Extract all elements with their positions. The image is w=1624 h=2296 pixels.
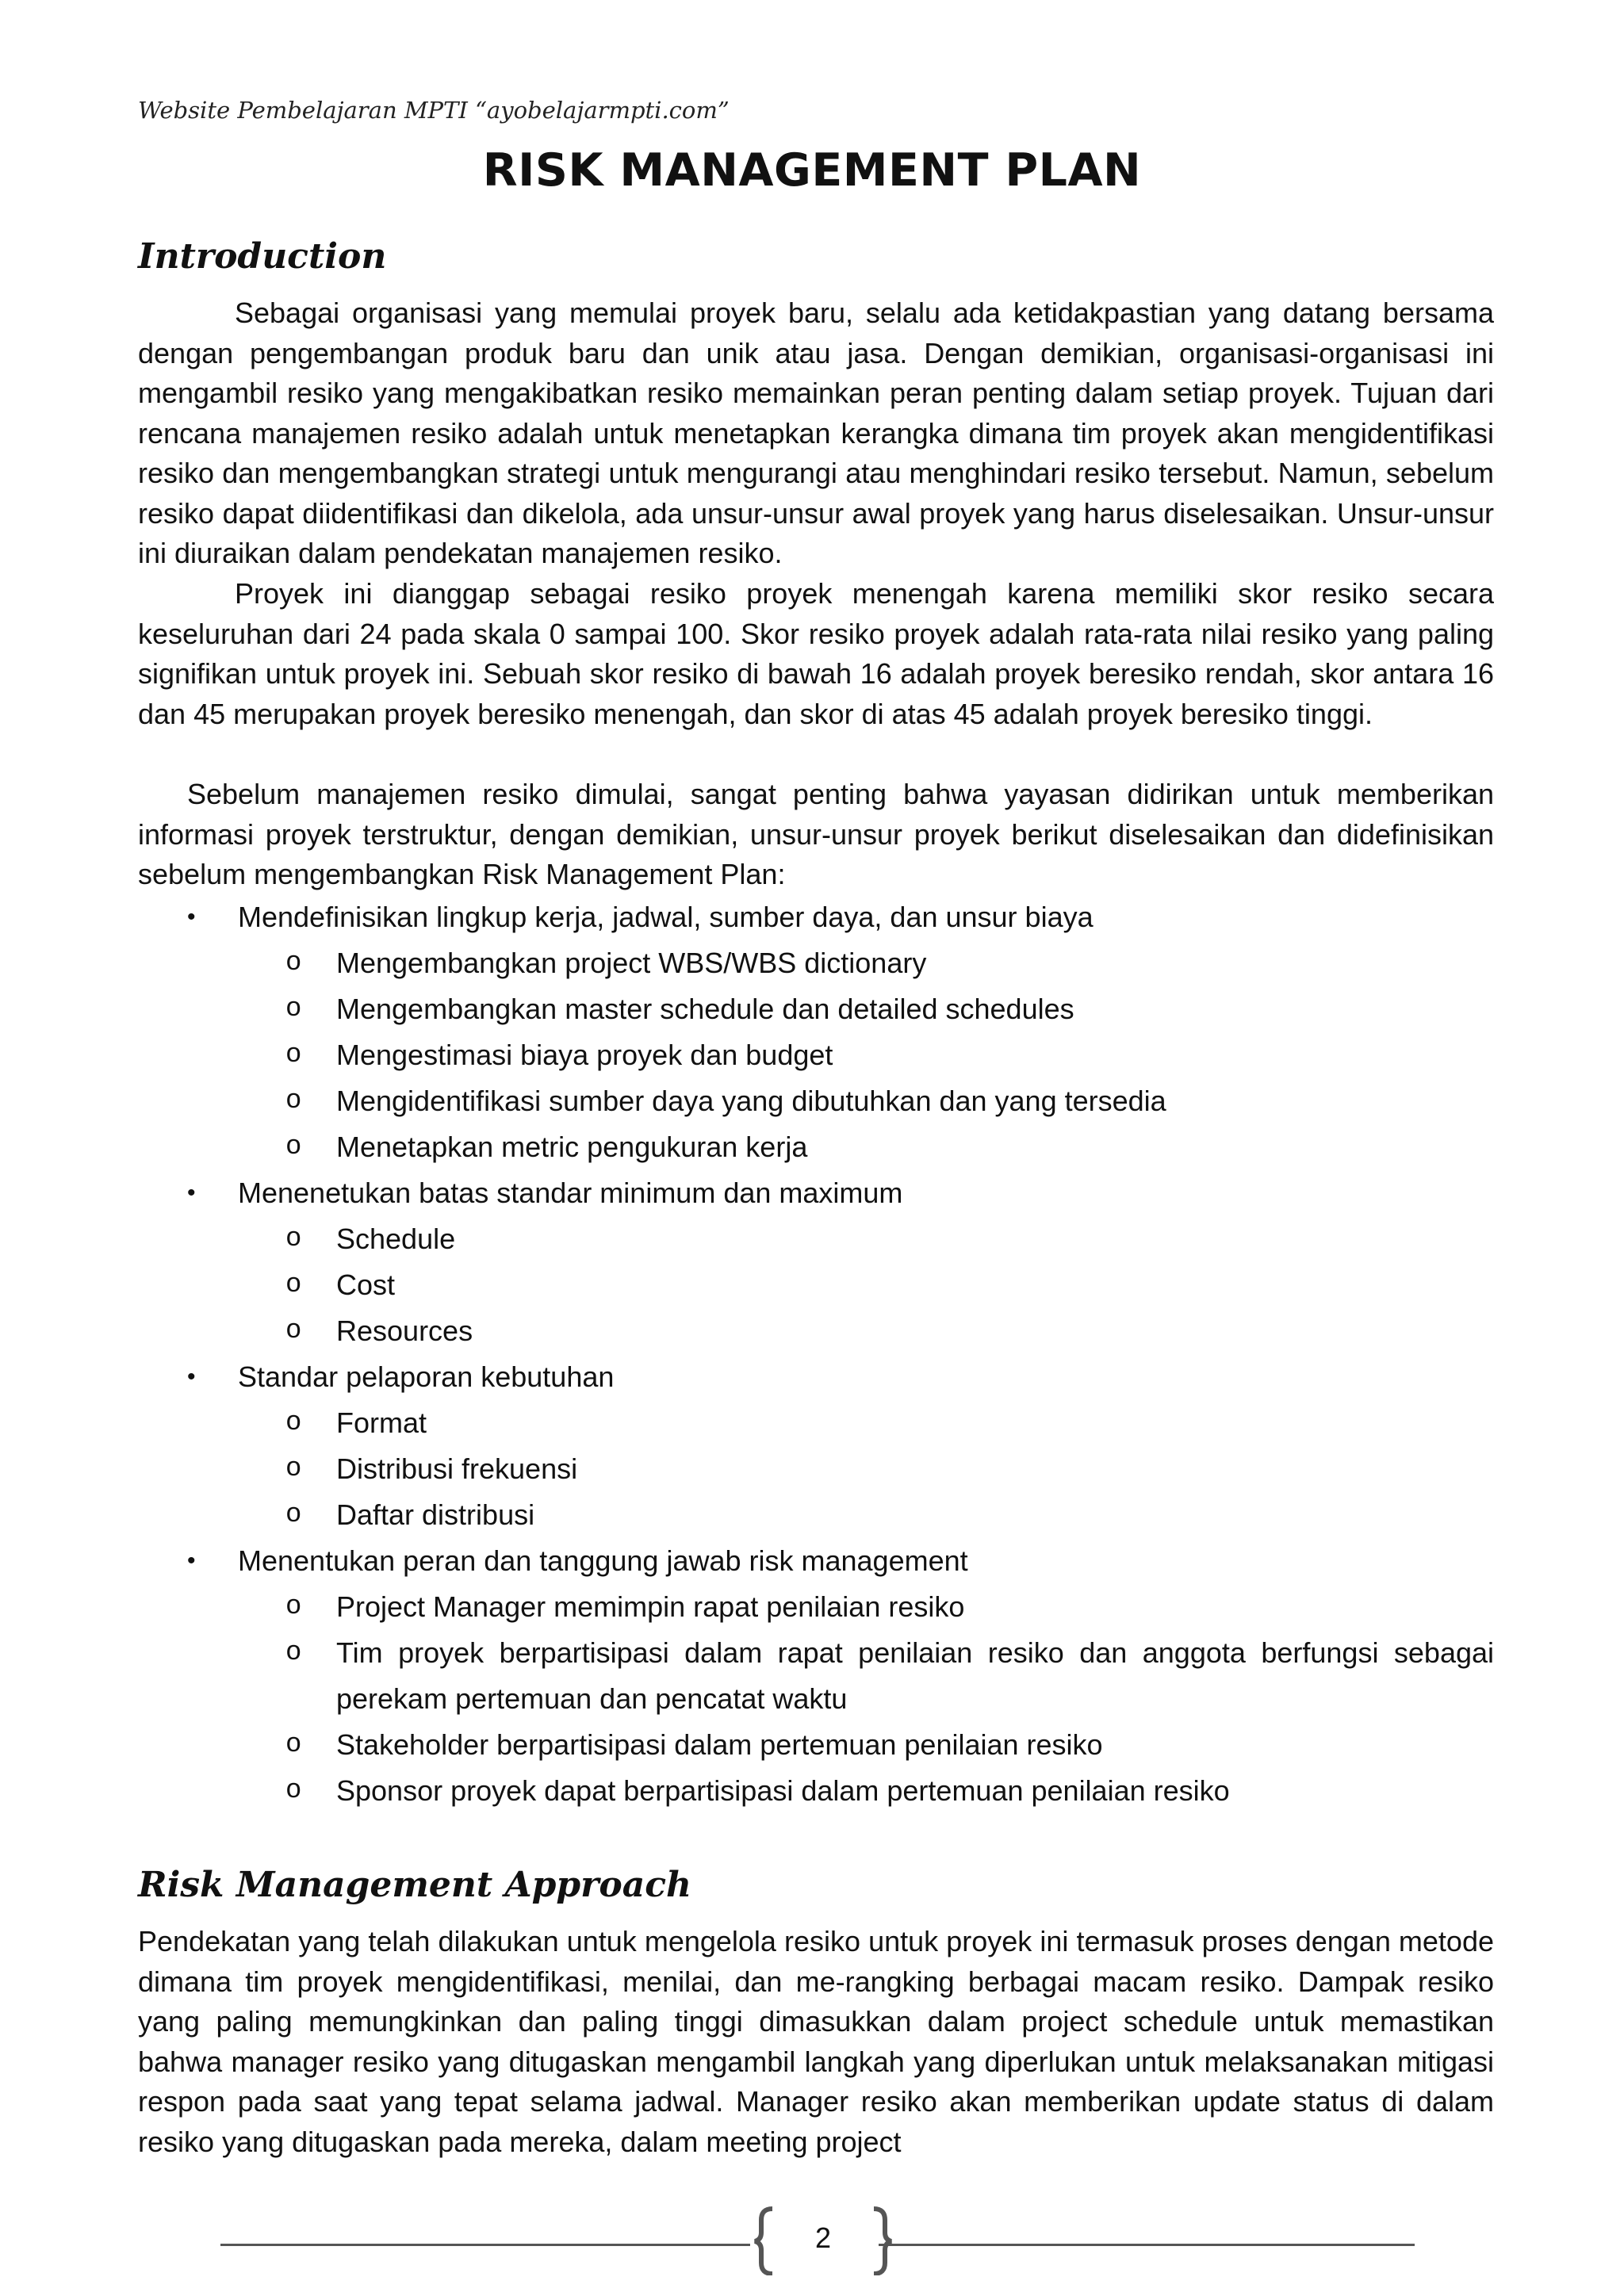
sub-bullet-text: Distribusi frekuensi: [336, 1452, 578, 1485]
sub-bullet-item: [138, 1768, 1494, 1814]
sub-bullet-text: Resources: [336, 1314, 473, 1347]
document-title: RISK MANAGEMENT PLAN: [482, 144, 1142, 197]
sub-bullet-item: [138, 1630, 1494, 1722]
left-bracket-icon: [753, 2204, 777, 2275]
sub-bullet-marker: o: [285, 1224, 302, 1254]
intro-paragraph-2: Proyek ini dianggap sebagai resiko proyek menengah karena memiliki skor resiko secara keseluruhan dari 24 pada skala 0 sampai 100. Skor resiko proyek adalah rata-rata nilai resiko yang paling signifikan untuk proyek ini. Sebuah skor resiko di bawah 16 adalah proyek beresiko rendah, skor antara 16 dan 45 merupakan proyek beresiko menengah, dan skor di atas 45 adalah proyek beresiko tinggi.: [138, 577, 1494, 730]
bullet-text: Standar pelaporan kebutuhan: [238, 1360, 615, 1393]
sub-bullet-item: [138, 986, 1494, 1032]
sub-bullet-item: [138, 1032, 1494, 1078]
footer-rule-right: [879, 2244, 1415, 2246]
sub-bullet-item: [138, 1722, 1494, 1768]
bullet-marker: •: [187, 1180, 196, 1206]
intro-paragraph-3: Sebelum manajemen resiko dimulai, sangat penting bahwa yayasan didirikan untuk memberikan informasi proyek terstruktur, dengan demikian, unsur-unsur proyek berikut diselesaikan dan didefinisikan sebelum mengembangkan Risk Management Plan:: [138, 778, 1494, 890]
bullet-marker: •: [187, 1548, 196, 1574]
intro-paragraph-1: Sebagai organisasi yang memulai proyek baru, selalu ada ketidakpastian yang datang bersama dengan pengembangan produk baru dan unik atau jasa. Dengan demikian, organisasi-organisasi ini mengambil resiko yang mengakibatkan resiko memainkan peran penting dalam setiap proyek. Tujuan dari rencana manajemen resiko adalah untuk menetapkan kerangka dimana tim proyek akan mengidentifikasi resiko dan mengembangkan strategi untuk mengurangi atau menghindari resiko tersebut. Namun, sebelum resiko dapat diidentifikasi dan dikelola, ada unsur-unsur awal proyek yang harus diselesaikan. Unsur-unsur ini diuraikan dalam pendekatan manajemen resiko.: [138, 297, 1494, 569]
sub-bullet-marker: o: [285, 1592, 302, 1622]
sub-bullet-marker: o: [285, 948, 302, 978]
sub-bullet-marker: o: [285, 994, 302, 1024]
sub-bullet-text: Sponsor proyek dapat berpartisipasi dalam pertemuan penilaian resiko: [336, 1774, 1230, 1807]
sub-bullet-marker: o: [285, 1638, 302, 1668]
sub-bullet-marker: o: [285, 1408, 302, 1438]
sub-bullet-text: Menetapkan metric pengukuran kerja: [336, 1131, 808, 1163]
sub-bullet-item: [138, 1262, 1494, 1308]
sub-bullet-text: Tim proyek berpartisipasi dalam rapat penilaian resiko dan anggota berfungsi sebagai perekam pertemuan dan pencatat waktu: [336, 1636, 1494, 1715]
sub-bullet-item: [138, 940, 1494, 986]
sub-bullet-text: Stakeholder berpartisipasi dalam pertemuan penilaian resiko: [336, 1728, 1103, 1761]
sub-bullet-item: [138, 1584, 1494, 1630]
sub-bullet-text: Mengembangkan project WBS/WBS dictionary: [336, 947, 927, 979]
sub-bullet-item: [138, 1124, 1494, 1170]
bullet-text: Menenetukan batas standar minimum dan maximum: [238, 1177, 903, 1209]
sub-bullet-item: [138, 1446, 1494, 1492]
introduction-heading: Introduction: [138, 236, 387, 277]
sub-bullet-marker: o: [285, 1776, 302, 1806]
sub-bullet-text: Cost: [336, 1269, 396, 1301]
sub-bullet-text: Mengidentifikasi sumber daya yang dibutuhkan dan yang tersedia: [336, 1085, 1166, 1117]
page-footer: [0, 2204, 1624, 2275]
sub-bullet-marker: o: [285, 1040, 302, 1070]
bullet-marker: •: [187, 1364, 196, 1390]
bullet-item: [138, 1538, 1494, 1584]
page-number: 2: [814, 2221, 832, 2254]
prerequisite-list: [138, 894, 1494, 1814]
right-bracket-icon: [869, 2204, 893, 2275]
sub-bullet-marker: o: [285, 1316, 302, 1346]
header-site-title: Website Pembelajaran MPTI “ayobelajarmpti.com”: [138, 97, 730, 124]
sub-bullet-marker: o: [285, 1730, 302, 1760]
footer-rule-left: [220, 2244, 750, 2246]
sub-bullet-marker: o: [285, 1500, 302, 1530]
bullet-item: [138, 894, 1494, 940]
sub-bullet-item: [138, 1400, 1494, 1446]
sub-bullet-marker: o: [285, 1270, 302, 1300]
sub-bullet-text: Project Manager memimpin rapat penilaian resiko: [336, 1590, 965, 1623]
sub-bullet-marker: o: [285, 1086, 302, 1116]
sub-bullet-text: Mengembangkan master schedule dan detailed schedules: [336, 993, 1074, 1025]
sub-bullet-marker: o: [285, 1132, 302, 1162]
bullet-item: [138, 1170, 1494, 1216]
sub-bullet-item: [138, 1492, 1494, 1538]
bullet-item: [138, 1354, 1494, 1400]
sub-bullet-text: Daftar distribusi: [336, 1498, 535, 1531]
bullet-text: Menentukan peran dan tanggung jawab risk management: [238, 1544, 968, 1577]
sub-bullet-text: Schedule: [336, 1223, 456, 1255]
sub-bullet-item: [138, 1308, 1494, 1354]
approach-heading: Risk Management Approach: [138, 1865, 692, 1905]
sub-bullet-item: [138, 1078, 1494, 1124]
bullet-text: Mendefinisikan lingkup kerja, jadwal, sumber daya, dan unsur biaya: [238, 901, 1094, 933]
sub-bullet-item: [138, 1216, 1494, 1262]
bullet-marker: •: [187, 904, 196, 930]
sub-bullet-text: Mengestimasi biaya proyek dan budget: [336, 1039, 833, 1071]
approach-paragraph-1: Pendekatan yang telah dilakukan untuk mengelola resiko untuk proyek ini termasuk proses dengan metode dimana tim proyek mengidentifikasi, menilai, dan me-rangking berbagai macam resiko. Dampak resiko yang paling memungkinkan dan paling tinggi dimasukkan dalam project schedule untuk memastikan bahwa manager resiko yang ditugaskan mengambil langkah yang diperlukan untuk melaksanakan mitigasi respon pada saat yang tepat selama jadwal. Manager resiko akan memberikan update status di dalam resiko yang ditugaskan pada mereka, dalam meeting project: [138, 1925, 1494, 2158]
sub-bullet-text: Format: [336, 1406, 427, 1439]
sub-bullet-marker: o: [285, 1454, 302, 1484]
